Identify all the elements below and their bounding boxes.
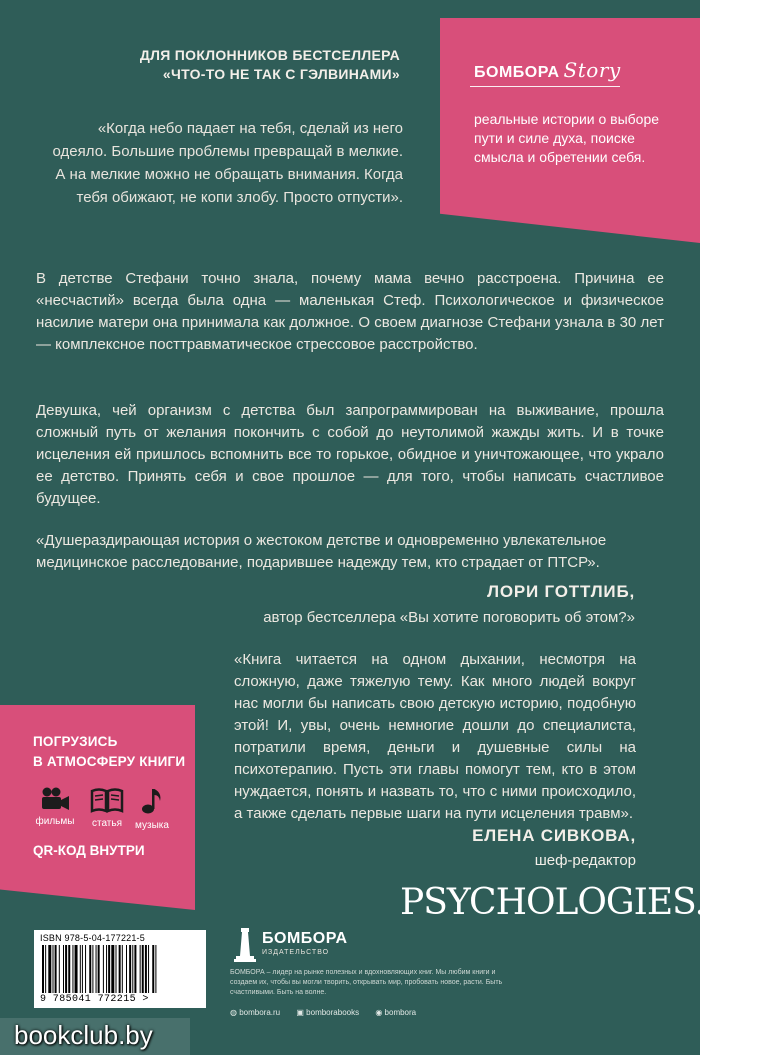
music-note-icon [140, 787, 164, 815]
review-author-1: ЛОРИ ГОТТЛИБ, [487, 582, 635, 601]
fans-line-2: «ЧТО-ТО НЕ ТАК С ГЭЛВИНАМИ» [162, 66, 400, 82]
barcode-bars [40, 945, 200, 993]
publisher-name: БОМБОРА [262, 930, 348, 947]
music-item [127, 787, 177, 831]
barcode-bar [53, 945, 54, 993]
fans-line-1: ДЛЯ ПОКЛОННИКОВ БЕСТСЕЛЛЕРА [139, 47, 400, 63]
bombora-lighthouse-icon [232, 928, 258, 962]
psychologies-logo: PSYCHOLOGIES.RU [400, 882, 760, 923]
films-item [30, 787, 80, 827]
epigraph-quote: «Когда небо падает на тебя, сделай из него одеяло. Большие проблемы превращай в мелкие. А на мелкие можно не обращать внимания. Когда тебя обижают, не копи злобу. Просто отпусти». [52, 120, 403, 206]
isbn-barcode [34, 930, 206, 1008]
review-author-2: ЕЛЕНА СИВКОВА, [472, 826, 636, 845]
barcode-bar [103, 945, 104, 993]
barcode-bar [142, 945, 144, 993]
barcode-bar [68, 945, 70, 993]
barcode-bar [82, 945, 83, 993]
barcode-bar [126, 945, 127, 993]
publisher-socials [230, 1008, 416, 1017]
article-item [82, 787, 132, 829]
review-author-2-role: шеф-редактор [534, 852, 636, 869]
series-script: Story [563, 58, 621, 82]
film-camera-icon [40, 787, 70, 811]
barcode-bar [45, 945, 46, 993]
barcode-bar [132, 945, 133, 993]
films-label: фильмы [35, 816, 75, 827]
barcode-bar [89, 945, 91, 993]
barcode-bar [148, 945, 149, 993]
immerse-title [33, 732, 185, 772]
barcode-digits: 9 785041 772215 > [40, 994, 149, 1005]
description-paragraph-1: В детстве Стефани точно знала, почему мама вечно расстроена. Причина ее «несчастий» всегда была одна — маленькая Стеф. Психологическое и физическое насилие матери она принимала как должное. О своем диагнозе Стефани узнала в 30 лет — комплексное посттравматическое стрессовое расстройство. [36, 270, 664, 353]
immerse-title-line-1: ПОГРУЗИСЬ [33, 734, 118, 749]
vk-icon: ▣ [296, 1008, 304, 1017]
bombora-story-logo [474, 58, 621, 82]
barcode-bar [108, 945, 110, 993]
barcode-bar [59, 945, 60, 993]
fans-header [60, 46, 400, 84]
music-label: музыка [135, 820, 169, 831]
review-quote-2: «Книга читается на одном дыхании, несмотря на сложную, даже тяжелую тему. Как много людей вокруг нас могли бы написать свою детскую историю, подобную этой! И, увы, очень немногие дошли до специалиста, потратили время, деньги и душевные силы на психотерапию. Пусть эти главы помогут тем, кто в этом нуждается, понять и назвать то, что с ними происходило, а также сделать первые шаги на пути исцеления травм». [234, 651, 636, 822]
barcode-bar [106, 945, 107, 993]
telegram-icon: ◉ [375, 1008, 383, 1017]
open-book-icon [90, 787, 124, 813]
barcode-bar [116, 945, 117, 993]
barcode-bar [98, 945, 100, 993]
barcode-bar [96, 945, 97, 993]
publisher-blurb: БОМБОРА – лидер на рынке полезных и вдохновляющих книг. Мы любим книги и создаем их, чтобы вы могли творить, открывать мир, пробовать новое, расти. Быть счастливыми. Быть на волне. [230, 969, 503, 996]
barcode-bar [48, 945, 51, 993]
description-paragraph-2: Девушка, чей организм с детства был запрограммирован на выживание, прошла сложный путь от желания покончить с собой до неутолимой жажды жить. И в точке исцеления ей пришлось вспомнить все то горькое, обидное и уничтожающее, что украло ее детство. Принять себя и свое прошлое — для того, чтобы написать счастливое будущее. [36, 402, 664, 507]
qr-code-note: QR-КОД ВНУТРИ [33, 843, 145, 858]
series-underline [470, 86, 620, 87]
barcode-bar [140, 945, 141, 993]
social-telegram[interactable]: bombora [384, 1008, 417, 1017]
review-author-1-role: автор бестселлера «Вы хотите поговорить об этом?» [263, 609, 635, 626]
barcode-bar [145, 945, 147, 993]
barcode-bar [92, 945, 93, 993]
publisher-subtitle: ИЗДАТЕЛЬСТВО [262, 949, 330, 956]
barcode-bar [122, 945, 123, 993]
social-site[interactable]: bombora.ru [239, 1008, 281, 1017]
barcode-bar [75, 945, 78, 993]
globe-icon: ◍ [230, 1008, 237, 1017]
barcode-bar [85, 945, 86, 993]
barcode-bar [155, 945, 156, 993]
barcode-bar [129, 945, 131, 993]
immerse-title-line-2: В АТМОСФЕРУ КНИГИ [33, 754, 186, 769]
barcode-bar [119, 945, 121, 993]
barcode-bar [134, 945, 136, 993]
barcode-bar [65, 945, 67, 993]
series-brand: БОМБОРА [474, 64, 560, 81]
article-label: статья [91, 818, 122, 829]
review-quote-1: «Душераздирающая история о жестоком детстве и одновременно увлекательное медицинское расследование, подарившее надежду тем, кто страдает от ПТСР». [36, 532, 607, 571]
series-description: реальные истории о выборе пути и силе духа, поиске смысла и обретении себя. [474, 111, 660, 165]
bookclub-watermark: bookclub.by [14, 1020, 153, 1050]
barcode-bar [80, 945, 81, 993]
barcode-bar [111, 945, 114, 993]
isbn-number: ISBN 978-5-04-177221-5 [40, 933, 145, 943]
barcode-bar [72, 945, 73, 993]
barcode-bar [63, 945, 64, 993]
social-vk[interactable]: bomborabooks [306, 1008, 360, 1017]
barcode-bar [55, 945, 57, 993]
barcode-bar [152, 945, 154, 993]
barcode-bar [42, 945, 44, 993]
